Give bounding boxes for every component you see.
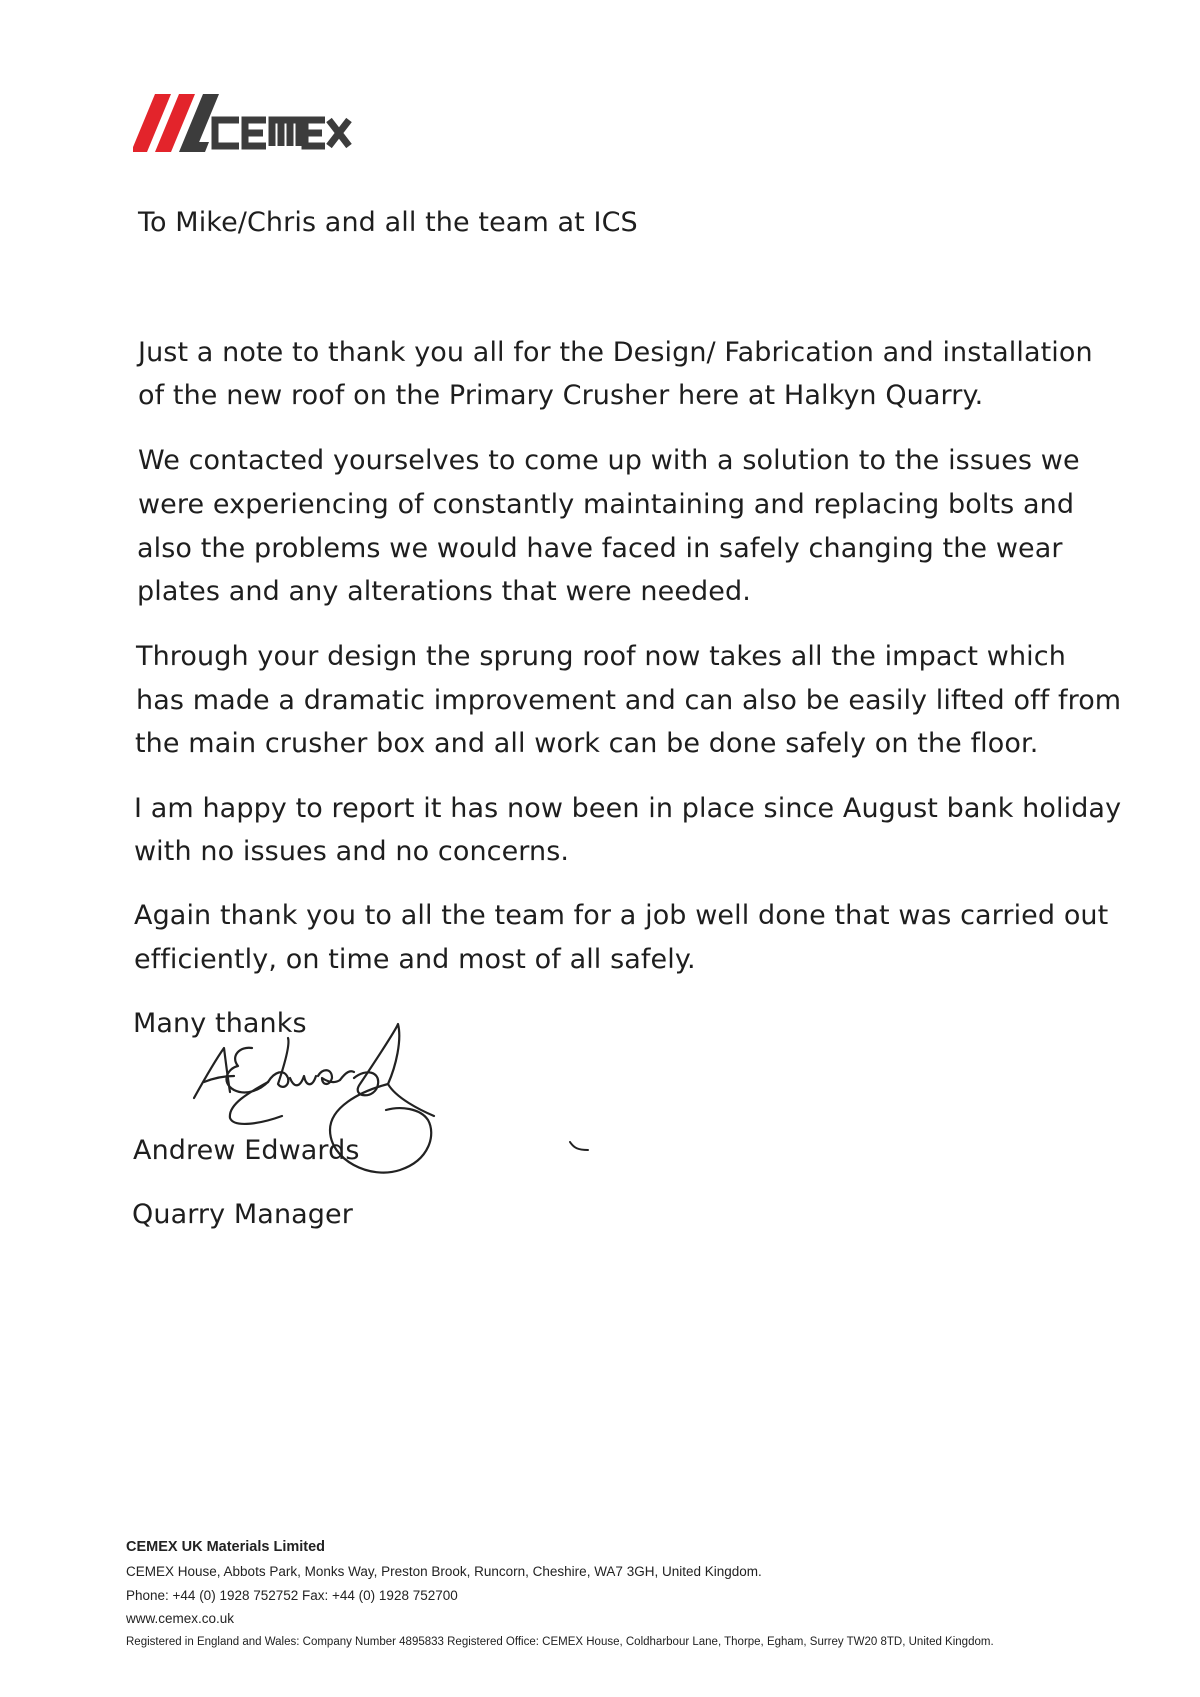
body-line: the main crusher box and all work can be done safely on the floor. <box>135 728 1039 759</box>
body-line: has made a dramatic improvement and can also be easily lifted off from <box>136 685 1122 716</box>
salutation: To Mike/Chris and all the team at ICS <box>138 207 638 238</box>
footer-registration: Registered in England and Wales: Company Number 4895833 Registered Office: CEMEX House, Coldharbour Lane, Thorpe, Egham, Surrey TW20 8TD, United Kingdom. <box>126 1636 994 1648</box>
body-line: Again thank you to all the team for a job well done that was carried out <box>134 900 1109 931</box>
body-line: I am happy to report it has now been in place since August bank holiday <box>134 793 1122 824</box>
signatory-title: Quarry Manager <box>132 1199 353 1230</box>
signatory-name: Andrew Edwards <box>133 1135 360 1166</box>
body-line: Through your design the sprung roof now takes all the impact which <box>136 641 1066 672</box>
body-line: Just a note to thank you all for the Design/ Fabrication and installation <box>138 337 1093 368</box>
footer-address: CEMEX House, Abbots Park, Monks Way, Preston Brook, Runcorn, Cheshire, WA7 3GH, United Kingdom. <box>126 1564 762 1579</box>
body-line: with no issues and no concerns. <box>134 836 570 867</box>
body-line: were experiencing of constantly maintaining and replacing bolts and <box>138 489 1075 520</box>
body-line: efficiently, on time and most of all safely. <box>134 944 696 975</box>
body-line: plates and any alterations that were needed. <box>137 576 751 607</box>
body-line: We contacted yourselves to come up with a solution to the issues we <box>138 445 1080 476</box>
footer-company: CEMEX UK Materials Limited <box>126 1539 326 1555</box>
closing: Many thanks <box>133 1008 307 1039</box>
body-line: also the problems we would have faced in safely changing the wear <box>137 533 1063 564</box>
footer-phone-fax: Phone: +44 (0) 1928 752752 Fax: +44 (0) 1928 752700 <box>126 1588 458 1603</box>
cemex-logo-mark <box>133 94 353 156</box>
cemex-logo <box>133 94 353 156</box>
body-line: of the new roof on the Primary Crusher here at Halkyn Quarry. <box>138 380 984 411</box>
pen-mark <box>568 1138 592 1154</box>
footer-website: www.cemex.co.uk <box>126 1611 235 1626</box>
